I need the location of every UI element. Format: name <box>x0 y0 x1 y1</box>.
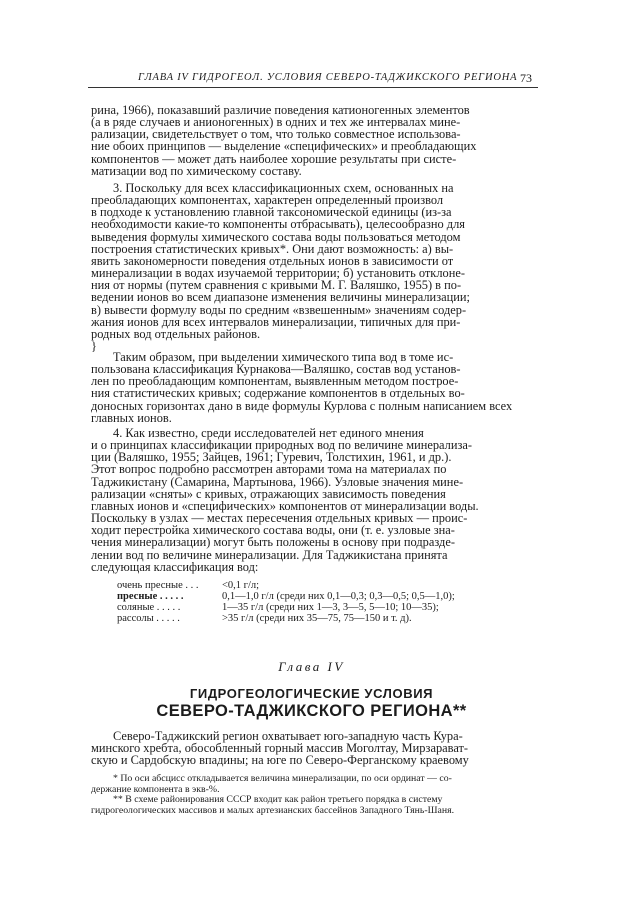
text-line: следующая классификация вод: <box>91 559 259 574</box>
text-line: 4. Как известно, среди исследователей нет единого мнения <box>113 426 424 440</box>
paragraph-item-4 <box>91 427 532 573</box>
text-line: главных ионов. <box>91 410 172 425</box>
text-line: Таджикистану (Самарина, Мартынова, 1966). Узловые значения мине- <box>91 474 464 489</box>
text-line: 3. Поскольку для всех классификационных схем, основанных на <box>113 181 454 195</box>
text-line: жания ионов для всех интервалов минерализации, типичных для при- <box>91 314 461 329</box>
classification-row <box>117 592 527 603</box>
text-line: родных вод отдельных районов. <box>91 326 261 341</box>
class-name: очень пресные . . . <box>117 581 199 591</box>
paragraph-continuation <box>91 104 532 177</box>
text-line: Северо-Таджикский регион охватывает юго-западную часть Кура- <box>113 729 463 743</box>
chapter-intro-paragraph <box>91 730 532 766</box>
text-line: Таким образом, при выделении химического типа вод в томе ис- <box>113 350 454 364</box>
text-line: матизации вод по химическому составу. <box>91 163 302 178</box>
class-value: 1—35 г/л (среди них 1—3, 3—5, 5—10; 10—35); <box>222 602 439 614</box>
footnote-line: гидрогеологических массивов и малых артезианских бассейнов Западного Тянь-Шаня. <box>91 805 455 817</box>
text-line: скую и Сардобскую впадины; на юге по Северо-Ферганскому краевому <box>91 753 469 768</box>
text-line: в подходе к установлению главной таксономической единицы (из-за <box>91 205 452 220</box>
text-line: ции (Валяшко, 1955; Зайцев, 1961; Гуревич, Толстихин, 1961, и др.). <box>91 450 452 465</box>
text-line: (а в ряде случаев и анионогенных) в одних и тех же интервалах мине- <box>91 115 461 130</box>
text-line: и о принципах классификации природных вод по величине минерализа- <box>91 438 473 453</box>
paragraph-summary <box>91 351 532 424</box>
header-rule <box>88 87 538 88</box>
text-line: чения минерализации) могут быть положены в основу при подразде- <box>91 535 455 550</box>
text-line: выведения формулы химического состава воды пользоваться методом <box>91 229 461 244</box>
chapter-title-line1: ГИДРОГЕОЛОГИЧЕСКИЕ УСЛОВИЯ <box>189 686 434 701</box>
class-name: пресные . . . . . <box>117 592 184 603</box>
text-line: необходимости какие-то компоненты отбрасывать), целесообразно для <box>91 217 465 232</box>
text-line: доносных горизонтах дано в виде формулы Курлова с полным написанием всех <box>91 398 513 413</box>
text-line: в) вывести формулу воды по средним «взвешенным» значениям содер- <box>91 302 467 317</box>
text-line: компонентов — может дать наиболее хорошие результаты при систе- <box>91 151 457 166</box>
text-line: рина, 1966), показавший различие поведения катионогенных элементов <box>91 103 470 117</box>
page-number: 73 <box>520 71 532 85</box>
text-line: пользована классификация Курнакова—Валяшко, состав вод установ- <box>91 362 461 377</box>
mineralization-classification <box>117 581 527 625</box>
footnote-line: ** В схеме районирования СССР входит как район третьего порядка в систему <box>113 794 443 806</box>
footnotes <box>91 774 532 817</box>
text-line: ведении ионов во всем диапазоне изменения величины минерализации; <box>91 290 470 305</box>
footnote-line: * По оси абсцисс откладывается величина минерализации, по оси ординат — со- <box>113 773 452 784</box>
text-line: ние обоих принципов — выделение «специфических» и преобладающих <box>91 139 477 154</box>
page-header <box>88 68 538 86</box>
text-line: лен по преобладающим компонентам, выявленным методом построе- <box>91 374 459 389</box>
class-value: 0,1—1,0 г/л (среди них 0,1—0,3; 0,3—0,5; 0,5—1,0); <box>222 591 455 603</box>
classification-row <box>117 614 527 625</box>
class-value: <0,1 г/л; <box>222 580 260 591</box>
class-value: >35 г/л (среди них 35—75, 75—150 и т. д). <box>222 613 412 625</box>
classification-row <box>117 603 527 614</box>
running-title: ГЛАВА IV ГИДРОГЕОЛ. УСЛОВИЯ СЕВЕРО-ТАДЖИКСКОГО РЕГИОНА <box>138 72 518 83</box>
text-line: ния статистических кривых; содержание компонентов в отдельных во- <box>91 386 465 401</box>
text-line: главных ионов и «специфических» компонентов от минерализации воды. <box>91 498 479 513</box>
text-line: ходит перестройка химического состава воды, они (т. е. узловые зна- <box>91 523 455 538</box>
chapter-label: Глава IV <box>278 659 345 674</box>
text-line: рализации «сняты» с кривых, отражающих зависимость поведения <box>91 486 446 501</box>
text-line: построения статистических кривых*. Они дают возможность: а) вы- <box>91 241 454 256</box>
footnote-line: держание компонента в экв-%. <box>91 783 220 795</box>
class-name: рассолы . . . . . <box>117 614 180 625</box>
text-line: минского хребта, обособленный горный массив Моголтау, Мирзарават- <box>91 741 469 756</box>
text-line: явить закономерности поведения отдельных ионов в зависимости от <box>91 253 454 268</box>
text-line: Этот вопрос подробно рассмотрен авторами тома на материалах по <box>91 462 447 477</box>
text-line: преобладающих компонентах, характерен определенный произвол <box>91 193 444 208</box>
chapter-title-line2: СЕВЕРО-ТАДЖИКСКОГО РЕГИОНА** <box>156 702 467 720</box>
text-line: рализации, свидетельствует о том, что только совместное использова- <box>91 127 461 142</box>
text-line: Поскольку в узлах — местах пересечения отдельных кривых — проис- <box>91 511 468 526</box>
class-name: соляные . . . . . <box>117 603 181 614</box>
text-line: ния от нормы (путем сравнения с кривыми М. Г. Валяшко, 1955) в по- <box>91 278 462 293</box>
classification-row <box>117 581 527 592</box>
text-line: минерализации в водах изучаемой территории; б) установить отклоне- <box>91 266 465 281</box>
paragraph-item-3: 3. Поскольку для всех классификационных схем, основанных на преобладающих компонентах, характерен определенный произвол в подходе к установлению главной таксономической единицы (из-за необходимости какие-то компоненты отбрасывать), целесообразно для выведения формулы химического состава воды пользоваться методом построения статистических кривых*. Они дают возможность: а) вы- явить закономерности поведения отдельных ионов в зависимости от минерализации в водах изучаемой территории; б) установить отклоне- ния от нормы (путем сравнения с кривыми М. Г. Валяшко, 1955) в по- ведении ионов во всем диапазоне изменения величины минерализации; в) вывести формулу воды по средним «взвешенным» значениям содер- жания ионов для всех интервалов минерализации, типичных для при- родных вод отдельных районов. } <box>91 182 532 352</box>
text-line: лении вод по величине минерализации. Для Таджикистана принята <box>91 547 448 562</box>
